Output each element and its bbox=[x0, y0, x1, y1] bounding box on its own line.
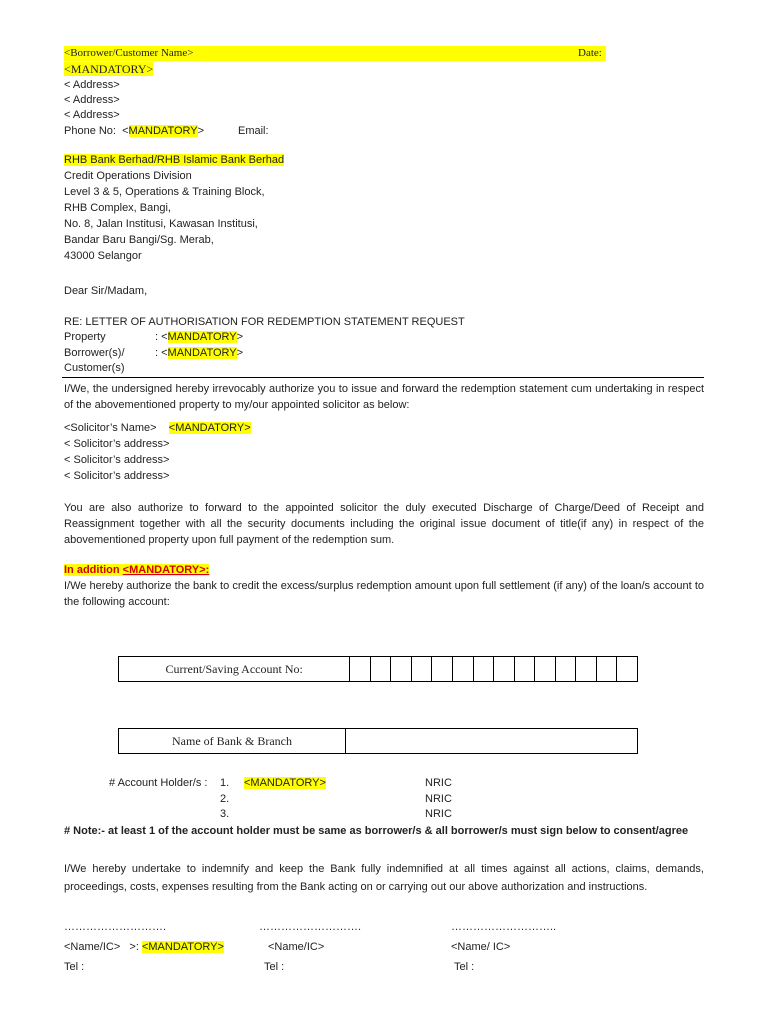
address-line-1: < Address> bbox=[64, 79, 120, 91]
bank-address-3: RHB Complex, Bangi, bbox=[64, 202, 171, 214]
signatory-1-name: <Name/IC> bbox=[64, 941, 121, 953]
borrower-mandatory: <MANDATORY> bbox=[64, 62, 154, 76]
account-digit-box[interactable] bbox=[535, 657, 556, 682]
bank-branch-field[interactable] bbox=[346, 729, 638, 754]
solicitor-address-3: < Solicitor’s address> bbox=[64, 470, 170, 482]
phone-label: Phone No: bbox=[64, 125, 116, 137]
signature-line-2: ………………………. bbox=[259, 921, 362, 933]
signature-line-1: ………………………. bbox=[64, 921, 167, 933]
bank-address-1: Credit Operations Division bbox=[64, 170, 192, 182]
account-holder-label: # Account Holder/s : bbox=[109, 777, 208, 789]
holder-number-1: 1. bbox=[220, 777, 230, 789]
subject-title: RE: LETTER OF AUTHORISATION FOR REDEMPTION STATEMENT REQUEST bbox=[64, 316, 465, 328]
account-digit-box[interactable] bbox=[494, 657, 515, 682]
signature-line-3: ……………………….. bbox=[451, 921, 557, 933]
salutation: Dear Sir/Madam, bbox=[64, 285, 148, 297]
excess-credit-paragraph: I/We hereby authorize the bank to credit the excess/surplus redemption amount upon full settlement (if any) of the loan/s account to the following account: bbox=[64, 580, 704, 608]
account-digit-box[interactable] bbox=[432, 657, 453, 682]
holder-number-2: 2. bbox=[220, 793, 230, 805]
borrower-subject-mandatory: MANDATORY bbox=[167, 347, 237, 359]
forward-documents-paragraph: You are also authorize to forward to the appointed solicitor the duly executed Discharge of Charge/Deed of Receipt and Reassignment together with all the security documents including the original issue document of title(if any) in respect of the abovementioned property upon full payment of the redemption sum. bbox=[64, 502, 704, 546]
account-digit-box[interactable] bbox=[576, 657, 597, 682]
solicitor-name: <Solicitor’s Name> bbox=[64, 422, 157, 434]
in-addition-mandatory: <MANDATORY>: bbox=[122, 564, 210, 576]
address-line-3: < Address> bbox=[64, 109, 120, 121]
property-label: Property bbox=[64, 331, 106, 343]
holder-number-3: 3. bbox=[220, 808, 230, 820]
bank-address-5: Bandar Baru Bangi/Sg. Merab, bbox=[64, 234, 214, 246]
account-digit-box[interactable] bbox=[617, 657, 638, 682]
phone-line: Phone No: <MANDATORY> bbox=[64, 125, 205, 137]
account-digit-box[interactable] bbox=[514, 657, 535, 682]
account-number-table bbox=[118, 656, 638, 682]
account-digit-box[interactable] bbox=[473, 657, 494, 682]
bank-name: RHB Bank Berhad/RHB Islamic Bank Berhad bbox=[64, 154, 285, 166]
account-number-label: Current/Saving Account No: bbox=[119, 657, 350, 682]
authorization-paragraph: I/We, the undersigned hereby irrevocably authorize you to issue and forward the redemption statement cum undertaking in respect of the abovementioned property to my/our appointed solicitor as below: bbox=[64, 383, 704, 411]
bank-branch-table bbox=[118, 728, 638, 754]
borrower-label: Borrower(s)/ bbox=[64, 347, 125, 359]
in-addition-line bbox=[64, 563, 209, 578]
borrower-value: : <MANDATORY> bbox=[155, 347, 244, 359]
signatory-1-tel: Tel : bbox=[64, 961, 85, 973]
bank-address-6: 43000 Selangor bbox=[64, 250, 142, 262]
holder-nric-2: NRIC bbox=[425, 793, 452, 805]
account-digit-box[interactable] bbox=[411, 657, 432, 682]
phone-mandatory: MANDATORY bbox=[128, 125, 198, 137]
email-label: Email: bbox=[238, 125, 269, 137]
property-mandatory: MANDATORY bbox=[167, 331, 237, 343]
property-value: : <MANDATORY> bbox=[155, 331, 244, 343]
account-digit-box[interactable] bbox=[453, 657, 474, 682]
account-digit-box[interactable] bbox=[370, 657, 391, 682]
holder-nric-1: NRIC bbox=[425, 777, 452, 789]
in-addition-label: In addition bbox=[64, 564, 123, 576]
signatory-1-mandatory: <MANDATORY> bbox=[141, 941, 224, 953]
subject-divider bbox=[62, 377, 704, 378]
bank-address-2: Level 3 & 5, Operations & Training Block, bbox=[64, 186, 265, 198]
account-digit-box[interactable] bbox=[596, 657, 617, 682]
signatory-2-tel: Tel : bbox=[264, 961, 285, 973]
date-label: Date: bbox=[578, 47, 602, 59]
solicitor-address-2: < Solicitor’s address> bbox=[64, 454, 170, 466]
solicitor-mandatory: <MANDATORY> bbox=[168, 422, 251, 434]
signatory-1-name-line: <Name/IC> >: <MANDATORY> bbox=[64, 941, 224, 953]
solicitor-address-1: < Solicitor’s address> bbox=[64, 438, 170, 450]
account-digit-box[interactable] bbox=[555, 657, 576, 682]
account-digit-box[interactable] bbox=[350, 657, 371, 682]
bank-address-4: No. 8, Jalan Institusi, Kawasan Institusi, bbox=[64, 218, 258, 230]
solicitor-name-line bbox=[64, 421, 251, 436]
account-holder-note: # Note:- at least 1 of the account holder must be same as borrower/s & all borrower/s must sign below to consent/agree bbox=[64, 825, 689, 837]
indemnity-paragraph: I/We hereby undertake to indemnify and keep the Bank fully indemnified at all times against all actions, claims, demands, proceedings, costs, expenses resulting from the Bank acting on or carrying out our above authorization and instructions. bbox=[64, 863, 704, 893]
holder-nric-3: NRIC bbox=[425, 808, 452, 820]
bank-branch-label: Name of Bank & Branch bbox=[119, 729, 346, 754]
customer-label: Customer(s) bbox=[64, 362, 125, 374]
signatory-2-name: <Name/IC> bbox=[268, 941, 325, 953]
borrower-name-bar bbox=[64, 46, 606, 61]
account-digit-box[interactable] bbox=[391, 657, 412, 682]
borrower-name: <Borrower/Customer Name> bbox=[64, 47, 194, 59]
holder-mandatory: <MANDATORY> bbox=[244, 777, 326, 789]
signatory-3-name: <Name/ IC> bbox=[451, 941, 511, 953]
address-line-2: < Address> bbox=[64, 94, 120, 106]
signatory-3-tel: Tel : bbox=[454, 961, 475, 973]
